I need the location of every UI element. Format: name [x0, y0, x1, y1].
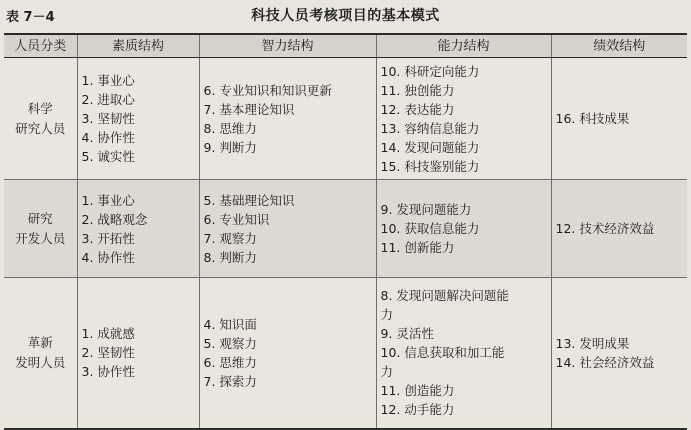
- header-quality: 素质结构: [77, 34, 199, 58]
- list-item: 1. 事业心: [81, 192, 135, 208]
- list-item: 5. 诚实性: [81, 149, 135, 164]
- category-cell: [4, 278, 77, 429]
- list-item: 12. 动手能力: [380, 402, 455, 418]
- list-item: 2. 进取心: [81, 92, 135, 107]
- list-item: 7. 观察力: [203, 230, 257, 246]
- list-item: 11. 创造能力: [380, 383, 455, 399]
- list-item: 9. 判断力: [203, 139, 257, 155]
- list-item: 3. 开拓性: [81, 230, 135, 246]
- category-label-line: 研究人员: [15, 120, 66, 136]
- list-item: 3. 协作性: [81, 364, 135, 380]
- ability-cell: [376, 58, 551, 180]
- list-item: 3. 坚韧性: [81, 111, 135, 126]
- list-item: 1. 成就感: [81, 326, 135, 342]
- list-item: 2. 战略观念: [81, 211, 148, 227]
- category-label-line: 开发人员: [15, 230, 66, 246]
- table-title: 科技人员考核项目的基本模式: [251, 8, 440, 24]
- quality-cell: [77, 58, 199, 180]
- ability-cell: [376, 278, 551, 429]
- performance-cell: [551, 278, 687, 429]
- list-item: 9. 发现问题能力: [380, 202, 472, 217]
- list-item: 10. 科研定向能力: [380, 63, 480, 79]
- list-item: 14. 发现问题能力: [380, 139, 480, 155]
- list-item: 7. 基本理论知识: [203, 101, 295, 117]
- list-item: 2. 坚韧性: [81, 345, 135, 361]
- header-category: 人员分类: [4, 34, 77, 58]
- list-item: 力: [380, 364, 394, 380]
- category-label-line: 革新: [27, 334, 53, 350]
- assessment-table: [4, 33, 687, 430]
- list-item: 13. 发明成果: [555, 335, 630, 351]
- list-item: 10. 获取信息能力: [380, 221, 480, 236]
- quality-cell: [77, 180, 199, 278]
- list-item: 6. 专业知识: [203, 211, 270, 227]
- performance-cell: [551, 180, 687, 278]
- list-item: 9. 灵活性: [380, 326, 434, 342]
- list-item: 5. 基础理论知识: [203, 192, 295, 208]
- list-item: 12. 表达能力: [380, 101, 455, 117]
- list-item: 14. 社会经济效益: [555, 354, 655, 370]
- ability-cell: [376, 180, 551, 278]
- list-item: 10. 信息获取和加工能: [380, 345, 505, 361]
- header-row: [4, 34, 687, 58]
- list-item: 16. 科技成果: [555, 111, 630, 126]
- list-item: 1. 事业心: [81, 73, 135, 88]
- list-item: 8. 判断力: [203, 249, 257, 265]
- category-cell: [4, 180, 77, 278]
- category-label-line: 科学: [27, 100, 53, 116]
- list-item: 4. 协作性: [81, 130, 135, 145]
- table-caption: [4, 2, 687, 26]
- list-item: 力: [380, 307, 394, 323]
- table-number: 表 7－4: [6, 10, 55, 25]
- category-cell: [4, 58, 77, 180]
- list-item: 12. 技术经济效益: [555, 221, 655, 236]
- table-row: [4, 180, 687, 278]
- list-item: 8. 思维力: [203, 120, 257, 136]
- category-label-line: 研究: [27, 210, 53, 226]
- intellect-cell: [199, 58, 376, 180]
- intellect-cell: [199, 278, 376, 429]
- performance-cell: [551, 58, 687, 180]
- list-item: 15. 科技鉴别能力: [380, 158, 480, 174]
- header-performance: 绩效结构: [551, 34, 687, 58]
- list-item: 6. 思维力: [203, 354, 257, 370]
- quality-cell: [77, 278, 199, 429]
- list-item: 6. 专业知识和知识更新: [203, 82, 332, 98]
- intellect-cell: [199, 180, 376, 278]
- list-item: 5. 观察力: [203, 335, 257, 351]
- table-row: [4, 58, 687, 180]
- header-intellect: 智力结构: [199, 34, 376, 58]
- list-item: 11. 独创能力: [380, 82, 455, 98]
- list-item: 4. 知识面: [203, 316, 257, 332]
- list-item: 13. 容纳信息能力: [380, 120, 480, 136]
- header-ability: 能力结构: [376, 34, 551, 58]
- table-row: [4, 278, 687, 429]
- list-item: 11. 创新能力: [380, 240, 455, 255]
- list-item: 8. 发现问题解决问题能: [380, 288, 509, 304]
- category-label-line: 发明人员: [15, 354, 66, 370]
- list-item: 7. 探索力: [203, 373, 257, 389]
- list-item: 4. 协作性: [81, 249, 135, 265]
